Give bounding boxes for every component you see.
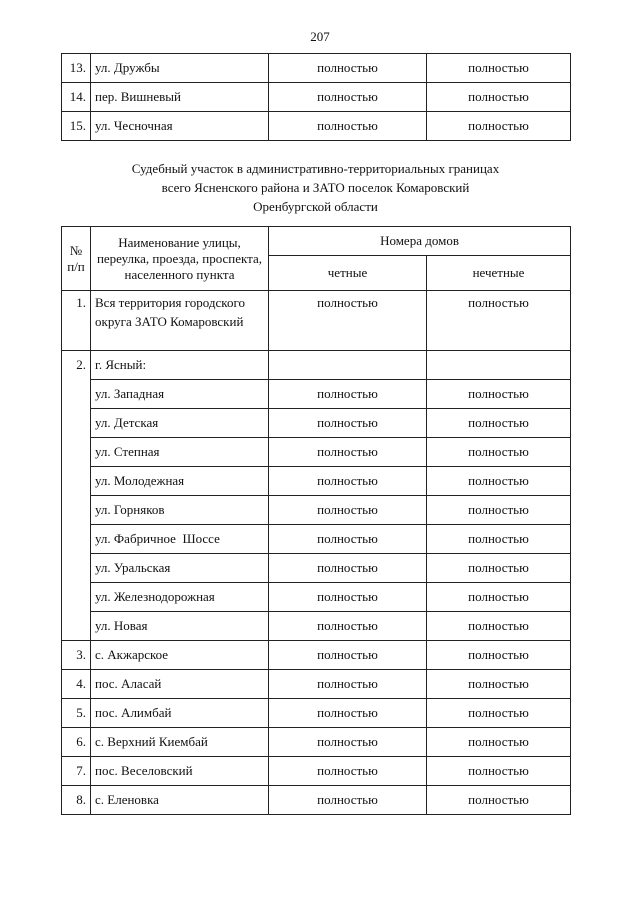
table-row — [62, 612, 571, 641]
locality-name: с. Верхний Киембай — [91, 728, 269, 757]
odd-houses: полностью — [427, 757, 571, 786]
even-houses: полностью — [269, 291, 427, 351]
even-houses: полностью — [269, 786, 427, 815]
even-houses: полностью — [269, 728, 427, 757]
even-houses: полностью — [269, 699, 427, 728]
odd-houses: полностью — [427, 583, 571, 612]
even-houses: полностью — [269, 54, 427, 83]
even-houses: полностью — [269, 525, 427, 554]
even-houses: полностью — [269, 380, 427, 409]
table-row — [62, 438, 571, 467]
even-houses: полностью — [269, 757, 427, 786]
even-houses: полностью — [269, 409, 427, 438]
even-houses: полностью — [269, 438, 427, 467]
table-row — [62, 757, 571, 786]
odd-houses: полностью — [427, 786, 571, 815]
row-number: 5. — [62, 699, 91, 728]
locality-name: пос. Алимбай — [91, 699, 269, 728]
row-number: 6. — [62, 728, 91, 757]
row-number: 4. — [62, 670, 91, 699]
table-row — [62, 351, 571, 380]
section-title — [61, 159, 570, 216]
header-street-name: Наименование улицы, переулка, проезда, проспекта, населенного пункта — [91, 227, 269, 291]
street-name: ул. Горняков — [91, 496, 269, 525]
odd-houses: полностью — [427, 612, 571, 641]
main-table — [61, 226, 571, 815]
locality-name: пос. Аласай — [91, 670, 269, 699]
table-row — [62, 409, 571, 438]
odd-houses: полностью — [427, 641, 571, 670]
even-houses: полностью — [269, 496, 427, 525]
table-row — [62, 496, 571, 525]
odd-houses: полностью — [427, 291, 571, 351]
street-name: ул. Детская — [91, 409, 269, 438]
locality-name: пос. Веселовский — [91, 757, 269, 786]
top-table — [61, 53, 571, 141]
empty-cell — [269, 351, 427, 380]
street-name: пер. Вишневый — [91, 83, 269, 112]
row-number: 13. — [62, 54, 91, 83]
locality-name: с. Акжарское — [91, 641, 269, 670]
header-number: № п/п — [62, 227, 91, 291]
odd-houses: полностью — [427, 728, 571, 757]
section-title-line: всего Ясненского района и ЗАТО поселок Комаровский — [161, 180, 470, 195]
street-name: ул. Молодежная — [91, 467, 269, 496]
odd-houses: полностью — [427, 83, 571, 112]
table-row — [62, 554, 571, 583]
street-name: ул. Фабричное Шоссе — [91, 525, 269, 554]
table-row — [62, 670, 571, 699]
odd-houses: полностью — [427, 699, 571, 728]
header-house-numbers: Номера домов — [269, 227, 571, 256]
row-number: 15. — [62, 112, 91, 141]
row-number: 2. — [62, 351, 91, 641]
row-number: 3. — [62, 641, 91, 670]
odd-houses: полностью — [427, 496, 571, 525]
row-number: 7. — [62, 757, 91, 786]
table-row — [62, 583, 571, 612]
even-houses: полностью — [269, 83, 427, 112]
even-houses: полностью — [269, 554, 427, 583]
odd-houses: полностью — [427, 467, 571, 496]
street-name: ул. Новая — [91, 612, 269, 641]
section-title-line: Оренбургской области — [253, 199, 378, 214]
odd-houses: полностью — [427, 112, 571, 141]
header-odd: нечетные — [427, 256, 571, 291]
header-row — [62, 227, 571, 256]
locality-name: с. Еленовка — [91, 786, 269, 815]
even-houses: полностью — [269, 467, 427, 496]
street-name: ул. Степная — [91, 438, 269, 467]
row-number: 1. — [62, 291, 91, 351]
table-row — [62, 380, 571, 409]
street-name: ул. Западная — [91, 380, 269, 409]
page-number: 207 — [310, 29, 330, 44]
even-houses: полностью — [269, 612, 427, 641]
street-name: ул. Уральская — [91, 554, 269, 583]
even-houses: полностью — [269, 112, 427, 141]
odd-houses: полностью — [427, 525, 571, 554]
row-number: 8. — [62, 786, 91, 815]
odd-houses: полностью — [427, 54, 571, 83]
table-row — [62, 525, 571, 554]
even-houses: полностью — [269, 583, 427, 612]
table-row — [62, 699, 571, 728]
table-row — [62, 54, 571, 83]
table-row — [62, 641, 571, 670]
even-houses: полностью — [269, 641, 427, 670]
territory-name: Вся территория городского округа ЗАТО Комаровский — [91, 291, 269, 351]
city-name: г. Ясный: — [91, 351, 269, 380]
street-name: ул. Чесночная — [91, 112, 269, 141]
street-name: ул. Железнодорожная — [91, 583, 269, 612]
table-row — [62, 467, 571, 496]
table-row — [62, 786, 571, 815]
header-even: четные — [269, 256, 427, 291]
table-row — [62, 83, 571, 112]
empty-cell — [427, 351, 571, 380]
odd-houses: полностью — [427, 670, 571, 699]
even-houses: полностью — [269, 670, 427, 699]
table-row — [62, 291, 571, 351]
odd-houses: полностью — [427, 438, 571, 467]
section-title-line: Судебный участок в административно-территориальных границах — [131, 161, 500, 176]
table-row — [62, 728, 571, 757]
odd-houses: полностью — [427, 409, 571, 438]
odd-houses: полностью — [427, 554, 571, 583]
street-name: ул. Дружбы — [91, 54, 269, 83]
table-row — [62, 112, 571, 141]
odd-houses: полностью — [427, 380, 571, 409]
row-number: 14. — [62, 83, 91, 112]
